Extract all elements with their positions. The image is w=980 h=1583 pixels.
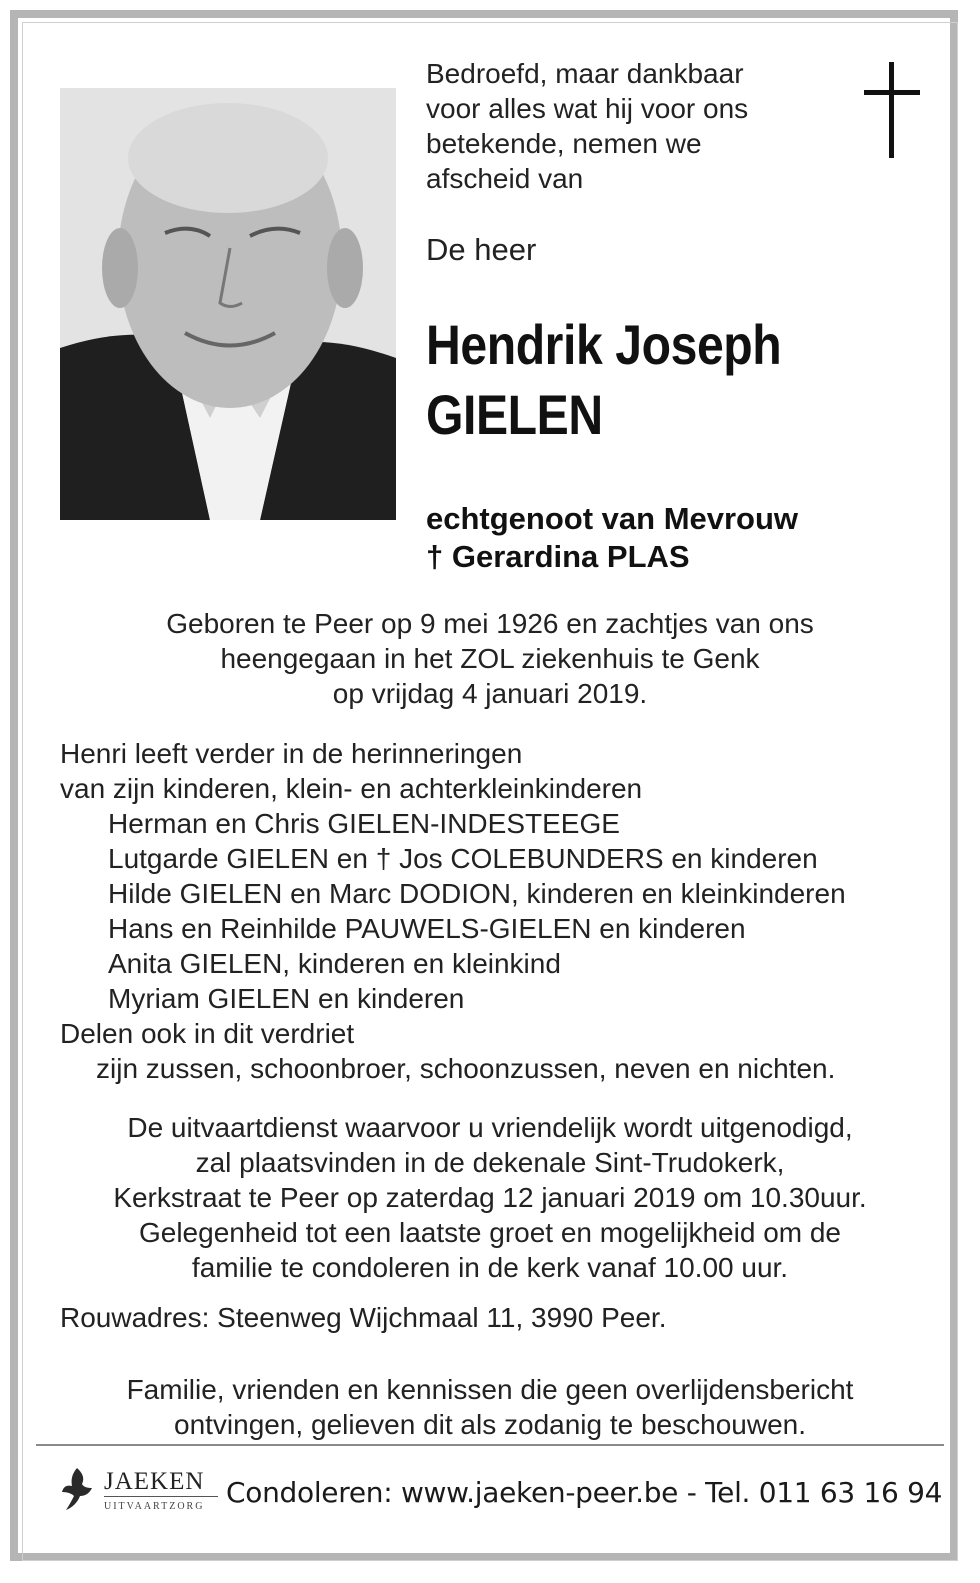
intro-line: betekende, nemen we (426, 128, 702, 159)
final-note (30, 1372, 950, 1442)
family-also: Delen ook in dit verdriet (60, 1018, 355, 1049)
dove-icon (60, 1466, 94, 1514)
born-line: heengegaan in het ZOL ziekenhuis te Genk (220, 643, 760, 674)
final-line: Familie, vrienden en kennissen die geen overlijdensbericht (126, 1374, 854, 1405)
mourning-address: Rouwadres: Steenweg Wijchmaal 11, 3990 Peer. (60, 1302, 667, 1333)
born-line: op vrijdag 4 januari 2019. (332, 678, 648, 709)
family-member: Hans en Reinhilde PAUWELS-GIELEN en kinderen (108, 913, 746, 944)
spouse-line: † Gerardina PLAS (426, 539, 690, 574)
intro-line: Bedroefd, maar dankbaar (426, 58, 744, 89)
salutation: De heer (426, 232, 537, 267)
service-line: zal plaatsvinden in de dekenale Sint-Trudokerk, (195, 1147, 785, 1178)
intro-text (426, 56, 748, 196)
service-line: De uitvaartdienst waarvoor u vriendelijk wordt uitgenodigd, (127, 1112, 853, 1143)
born-line: Geboren te Peer op 9 mei 1926 en zachtjes van ons (166, 608, 814, 639)
family-member: Anita GIELEN, kinderen en kleinkind (108, 948, 561, 979)
brand-name: JAEKEN (104, 1468, 205, 1495)
family-member: Hilde GIELEN en Marc DODION, kinderen en kleinkinderen (108, 878, 846, 909)
jaeken-logo (60, 1466, 220, 1518)
service-line: Gelegenheid tot een laatste groet en mogelijkheid om de (138, 1217, 842, 1248)
intro-line: voor alles wat hij voor ons (426, 93, 749, 124)
family-member: Myriam GIELEN en kinderen (108, 983, 465, 1014)
intro-line: afscheid van (426, 163, 584, 194)
brand-subtitle: UITVAARTZORG (104, 1501, 205, 1512)
final-line: ontvingen, gelieven dit als zodanig te beschouwen. (174, 1409, 806, 1440)
service-line: Kerkstraat te Peer op zaterdag 12 januari 2019 om 10.30uur. (113, 1182, 867, 1213)
birth-death-info (30, 606, 950, 711)
cross-icon (864, 62, 920, 158)
surname: GIELEN (426, 383, 603, 446)
service-info (30, 1110, 950, 1285)
service-line: familie te condoleren in de kerk vanaf 10.00 uur. (191, 1252, 789, 1283)
deceased-name (426, 310, 781, 450)
spouse-info (426, 500, 798, 576)
footer-divider (36, 1444, 944, 1446)
family-member: Herman en Chris GIELEN-INDESTEEGE (108, 808, 620, 839)
first-names: Hendrik Joseph (426, 313, 782, 376)
spouse-line: echtgenoot van Mevrouw (426, 501, 799, 536)
family-intro-line: van zijn kinderen, klein- en achterkleinkinderen (60, 773, 643, 804)
family-list (60, 736, 846, 1086)
condolence-contact[interactable]: Condoleren: www.jaeken-peer.be - Tel. 011 63 16 94 (226, 1476, 943, 1509)
family-relatives: zijn zussen, schoonbroer, schoonzussen, neven en nichten. (96, 1053, 836, 1084)
family-intro-line: Henri leeft verder in de herinneringen (60, 738, 523, 769)
family-member: Lutgarde GIELEN en † Jos COLEBUNDERS en kinderen (108, 843, 818, 874)
portrait-photo (60, 88, 396, 520)
